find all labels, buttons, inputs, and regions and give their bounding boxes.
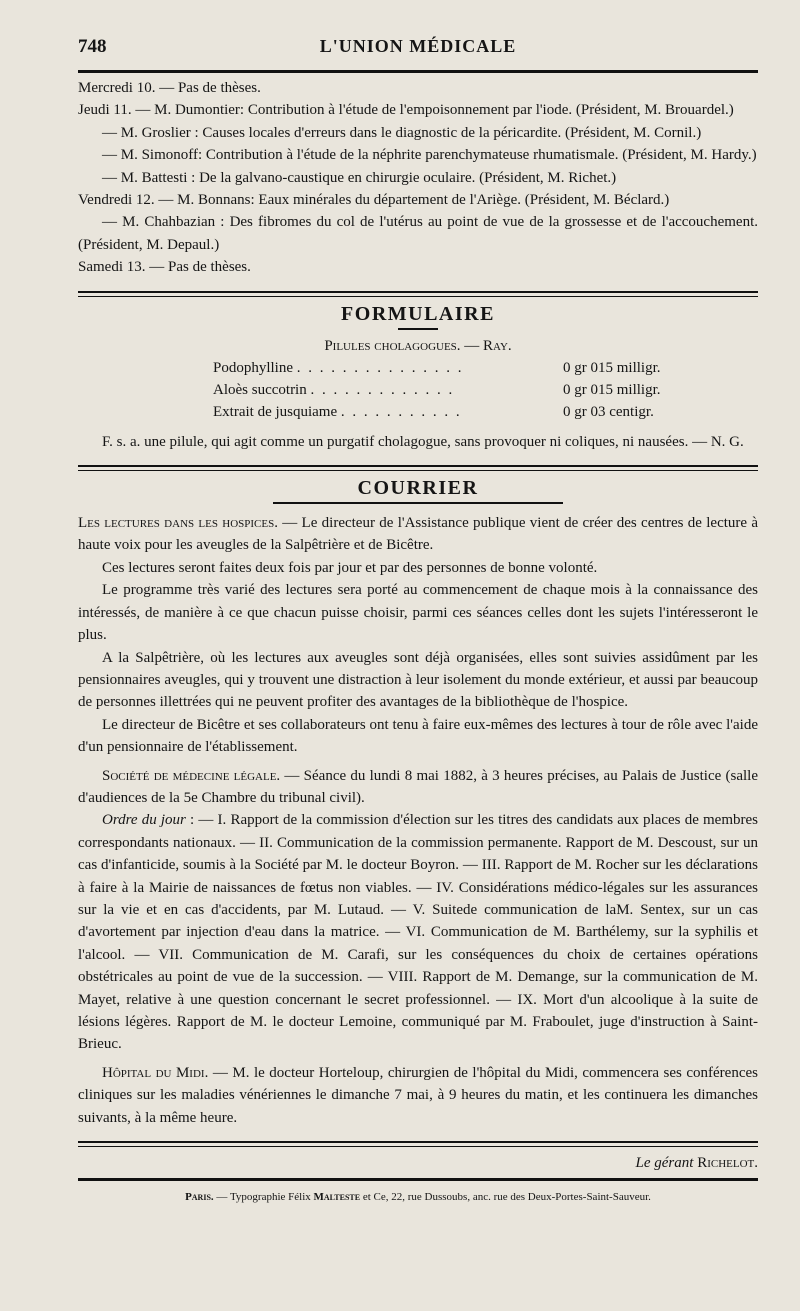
signature: Le gérant Richelot. (635, 1155, 758, 1172)
societe-heading: Société de médecine légale. (102, 767, 281, 784)
theses-list (78, 77, 758, 279)
ordre-du-jour-paragraph: Ordre du jour : — I. Rapport de la commission d'élection sur les titres des candidats aux places de membres correspondants nationaux. — II. Communication de la commission permanente. Rapport de M. Descoust, sur un cas d'infanticide, soumis à la Société par M. le docteur Boyron. — III. Rapport de M. Rocher sur les déclarations à faire à la Mairie de naissances de fœtus non viables. — IV. Considérations médico-légales sur les assurances sur la vie et en cas d'accidents, par M. Lutaud. — V. Suitede communication de laM. Sentex, sur un cas d'avortement par injection d'eau dans la matrice. — VI. Communication de M. Barthélemy, sur la syphilis et l'alcool. — VII. Communication de M. Carafi, sur les conséquences du choix de certaines opérations obstétricales au point de vue de la succession. — VIII. Rapport de M. Demange, sur la communication de M. Mayet, relative à une question concernant le secret professionnel. — IX. Mort d'un alcoolique à la suite de lésions légères. Rapport de M. le docteur Lemoine, communiqué par M. Fraboulet, juge d'instruction à Saint-Brieuc. (78, 812, 758, 1053)
manager-name: Richelot. (697, 1155, 758, 1172)
section-divider (78, 291, 758, 297)
leader-dots: . . . . . . . . . . . . . (310, 381, 455, 398)
printer-imprint: Paris. — Typographie Félix Malteste et Ce, 22, rue Dussoubs, anc. rue des Deux-Portes-Saint-Sauveur. (185, 1191, 651, 1204)
courrier-title: COURRIER (357, 477, 479, 500)
lectures-paragraph: Le programme très varié des lectures sera porté au commencement de chaque mois à la connaissance des intéressés, de manière à ce que chacun puisse choisir, parmi ces séances celles dont les sujets l'intéresseront le plus. (78, 582, 758, 644)
lectures-paragraph: A la Salpêtrière, où les lectures aux aveugles sont déjà organisées, elles sont suivies assidûment par les pensionnaires aveugles, qui y trouvent une distraction à leur isolement du monde extérieur, et aussi par beaucoup de personnes illettrées qui ne peuvent profiter des avantages de la bibliothèque de l'hospice. (78, 649, 758, 711)
recipe-ingredients (213, 357, 733, 423)
thesis-entry: — M. Battesti : De la galvano-caustique en chirurgie oculaire. (Président, M. Richet.) (102, 169, 617, 186)
thesis-entry: Samedi 13. — Pas de thèses. (78, 259, 251, 276)
header-rule (78, 70, 758, 73)
societe-paragraph: Société de médecine légale. — Séance du lundi 8 mai 1882, à 3 heures précises, au Palais de Justice (salle d'audiences de la 5e Chambre du tribunal civil). (78, 767, 758, 806)
thesis-entry: — M. Chahbazian : Des fibromes du col de l'utérus au point de vue de la grossesse et de l'accouchement. (Président, M. Depaul.) (78, 214, 758, 253)
thesis-entry: — M. Groslier : Causes locales d'erreurs dans le diagnostic de la péricardite. (Président, M. Cornil.) (102, 124, 702, 141)
recipe-title: Pilules cholagogues. — Ray. (324, 337, 512, 354)
imprint-rule (78, 1178, 758, 1181)
lectures-paragraph: Le directeur de Bicêtre et ses collaborateurs ont tenu à faire eux-mêmes des lectures à tour de rôle avec l'aide d'un pensionnaire de l'établissement. (78, 716, 758, 756)
leader-dots: . . . . . . . . . . . . . . . (296, 359, 464, 376)
leader-dots: . . . . . . . . . . . (340, 403, 462, 420)
thesis-entry: Mercredi 10. — Pas de thèses. (78, 80, 261, 96)
footer-rule (78, 1141, 758, 1147)
ordre-du-jour-label: Ordre du jour (102, 812, 186, 829)
ingredient-dose: 0 gr 03 centigr. (563, 403, 654, 420)
recipe-instruction: F. s. a. une pilule, qui agit comme un purgatif cholagogue, sans provoquer ni coliques, ni nausées. — N. G. (102, 433, 744, 450)
thesis-entry: — M. Simonoff: Contribution à l'étude de la néphrite parenchymateuse rhumatismale. (Président, M. Hardy.) (102, 147, 757, 164)
ingredient-row (213, 357, 733, 379)
hopital-paragraph: Hôpital du Midi. — M. le docteur Horteloup, chirurgien de l'hôpital du Midi, commencera ses conférences cliniques sur les maladies vénériennes le dimanche 7 mai, à 9 heures du matin, et les continuera les dimanches suivants, à la même heure. (78, 1064, 758, 1126)
lectures-heading: Les lectures dans les hospices. (78, 515, 278, 532)
ingredient-name: Podophylline (213, 359, 294, 376)
ingredient-name: Extrait de jusquiame (213, 403, 338, 420)
thesis-entry: Vendredi 12. — M. Bonnans: Eaux minérales du département de l'Ariège. (Président, M. Béclard.) (78, 192, 670, 209)
lectures-paragraph: Ces lectures seront faites deux fois par jour et par des personnes de bonne volonté. (102, 559, 598, 576)
ingredient-row (213, 379, 733, 401)
section-divider (78, 465, 758, 471)
ingredient-row (213, 401, 733, 423)
title-underline (398, 328, 438, 330)
hopital-heading: Hôpital du Midi. (102, 1064, 209, 1081)
lectures-paragraph: Les lectures dans les hospices. — Le directeur de l'Assistance publique vient de créer des centres de lecture à haute voix pour les aveugles de la Salpêtrière et de Bicêtre. (78, 515, 758, 554)
ingredient-dose: 0 gr 015 milligr. (563, 381, 661, 398)
ingredient-dose: 0 gr 015 milligr. (563, 359, 661, 376)
courrier-body (78, 512, 758, 1129)
ingredient-name: Aloès succotrin (213, 381, 307, 398)
formulaire-title: FORMULAIRE (341, 302, 495, 325)
running-title: L'UNION MÉDICALE (319, 36, 517, 56)
title-underline (273, 502, 563, 504)
page-header (78, 30, 758, 60)
thesis-entry: Jeudi 11. — M. Dumontier: Contribution à l'étude de l'empoisonnement par l'iode. (Président, M. Brouardel.) (78, 102, 734, 119)
page-number: 748 (78, 36, 107, 57)
